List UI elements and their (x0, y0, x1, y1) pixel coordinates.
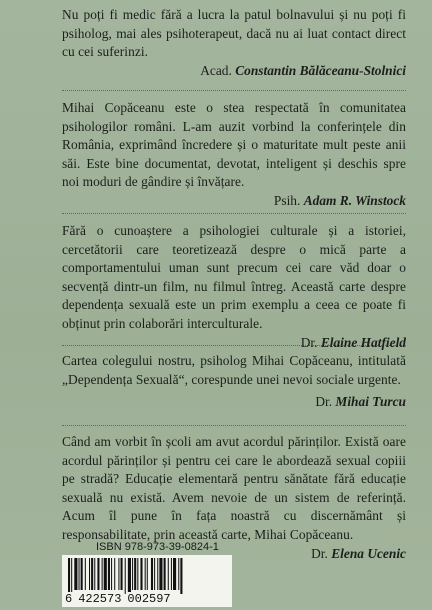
barcode-digit-group: 422573 (78, 592, 122, 606)
barcode-bar (132, 558, 133, 590)
barcode-bar (171, 558, 172, 590)
barcode-bar (180, 558, 182, 594)
quote-author (62, 62, 406, 81)
barcode-bar (85, 558, 86, 590)
barcode-bar (168, 558, 169, 590)
barcode-bar (97, 558, 99, 590)
quote-text: Când am vorbit în școli am avut acordul părinților. Există oare acordul părinților și pentru cei care le abordează sexual copiii pe stradă? Educație elementară pentru sănătate fără educație sexuală nu există. Avem nevoie de un sistem de referință. Acum îl pune în fața noastră cu discernământ și responsabilitate, prin această carte, Mihai Copăceanu. (62, 434, 406, 542)
barcode-number (64, 592, 230, 606)
barcode-bar (104, 558, 107, 590)
divider (62, 345, 406, 347)
quote-author (62, 334, 406, 353)
barcode-bar (145, 558, 146, 590)
barcode-bar (151, 558, 153, 590)
barcode-bar (111, 558, 112, 590)
author-title: Dr. (300, 334, 318, 350)
barcode-digit-group: 002597 (127, 592, 171, 606)
quote-text: Cartea colegului nostru, psiholog Mihai Copăceanu, intitulată „Dependența Sexuală“, corespunde unei nevoi sociale urgente. (62, 353, 406, 387)
barcode-bar (140, 558, 142, 590)
barcode-bar (173, 558, 176, 590)
barcode-bar (125, 558, 126, 594)
barcode-bar (157, 558, 158, 590)
isbn-label: ISBN 978-973-39-0824-1 (96, 541, 219, 553)
quote-1 (62, 6, 406, 80)
barcode-bar (154, 558, 155, 590)
barcode-bar (114, 558, 115, 590)
barcode-bar (68, 558, 70, 594)
divider (62, 90, 406, 92)
author-name: Mihai Turcu (335, 394, 406, 410)
barcode-bar (134, 558, 136, 590)
author-name: Elaine Hatfield (320, 334, 406, 350)
quote-2 (62, 99, 406, 211)
barcode-bar (108, 558, 110, 590)
barcode-bar (178, 558, 179, 590)
author-title: Dr. (311, 545, 328, 561)
barcode-bar (147, 558, 148, 590)
barcode-bar (159, 558, 162, 590)
barcode-bar (89, 558, 90, 590)
barcode-bar (121, 558, 123, 590)
barcode-bar (94, 558, 95, 590)
quote-text: Mihai Copăceanu este o stea respectată în comunitatea psihologilor români. L-am auzit vorbind la conferințele din România, exprimând încredere și o maturitate mult peste anii săi. Este bine documentat, devotat, inteligent și deschis spre noi moduri de gândire și învățare. (62, 100, 406, 190)
barcode-bar (137, 558, 138, 590)
barcode-bar (79, 558, 80, 590)
barcode-bar (128, 558, 131, 594)
barcode-bar (74, 558, 77, 590)
divider (62, 425, 406, 427)
author-title: Psih. (273, 192, 301, 208)
quote-author (62, 192, 406, 211)
barcode-bar (164, 558, 166, 590)
author-name: Elena Ucenic (331, 545, 406, 561)
author-name: Adam R. Winstock (303, 192, 406, 208)
barcode-bar (102, 558, 103, 590)
quote-4 (62, 352, 406, 412)
quote-author (62, 393, 406, 412)
quote-text: Fără o cunoaștere a psihologiei culturale și a istoriei, cercetătorii care teoretizează despre o mică parte a comportamentului uman sunt precum cei care văd doar o secvență dintr-un film, nu filmul întreg. Această carte despre dependența sexuală este un prim exemplu a ceea ce poate fi obținut prin colaborări interculturale. (62, 223, 406, 331)
divider (62, 213, 406, 215)
quote-3 (62, 222, 406, 352)
barcode-bar (118, 558, 119, 590)
author-title: Acad. (200, 62, 232, 78)
barcode-bar (91, 558, 93, 590)
quote-text: Nu poți fi medic fără a lucra la patul bolnavului și nu poți fi psiholog, mai ales psihoterapeut, dacă nu ai luat contact direct cu cei suferinzi. (62, 7, 406, 60)
barcode-bars (66, 558, 228, 594)
author-name: Constantin Bălăceanu-Stolnici (235, 62, 406, 78)
barcode-bar (81, 558, 83, 590)
barcode-bar (71, 558, 72, 594)
barcode-digit-group: 6 (65, 592, 73, 606)
author-title: Dr. (315, 394, 333, 410)
